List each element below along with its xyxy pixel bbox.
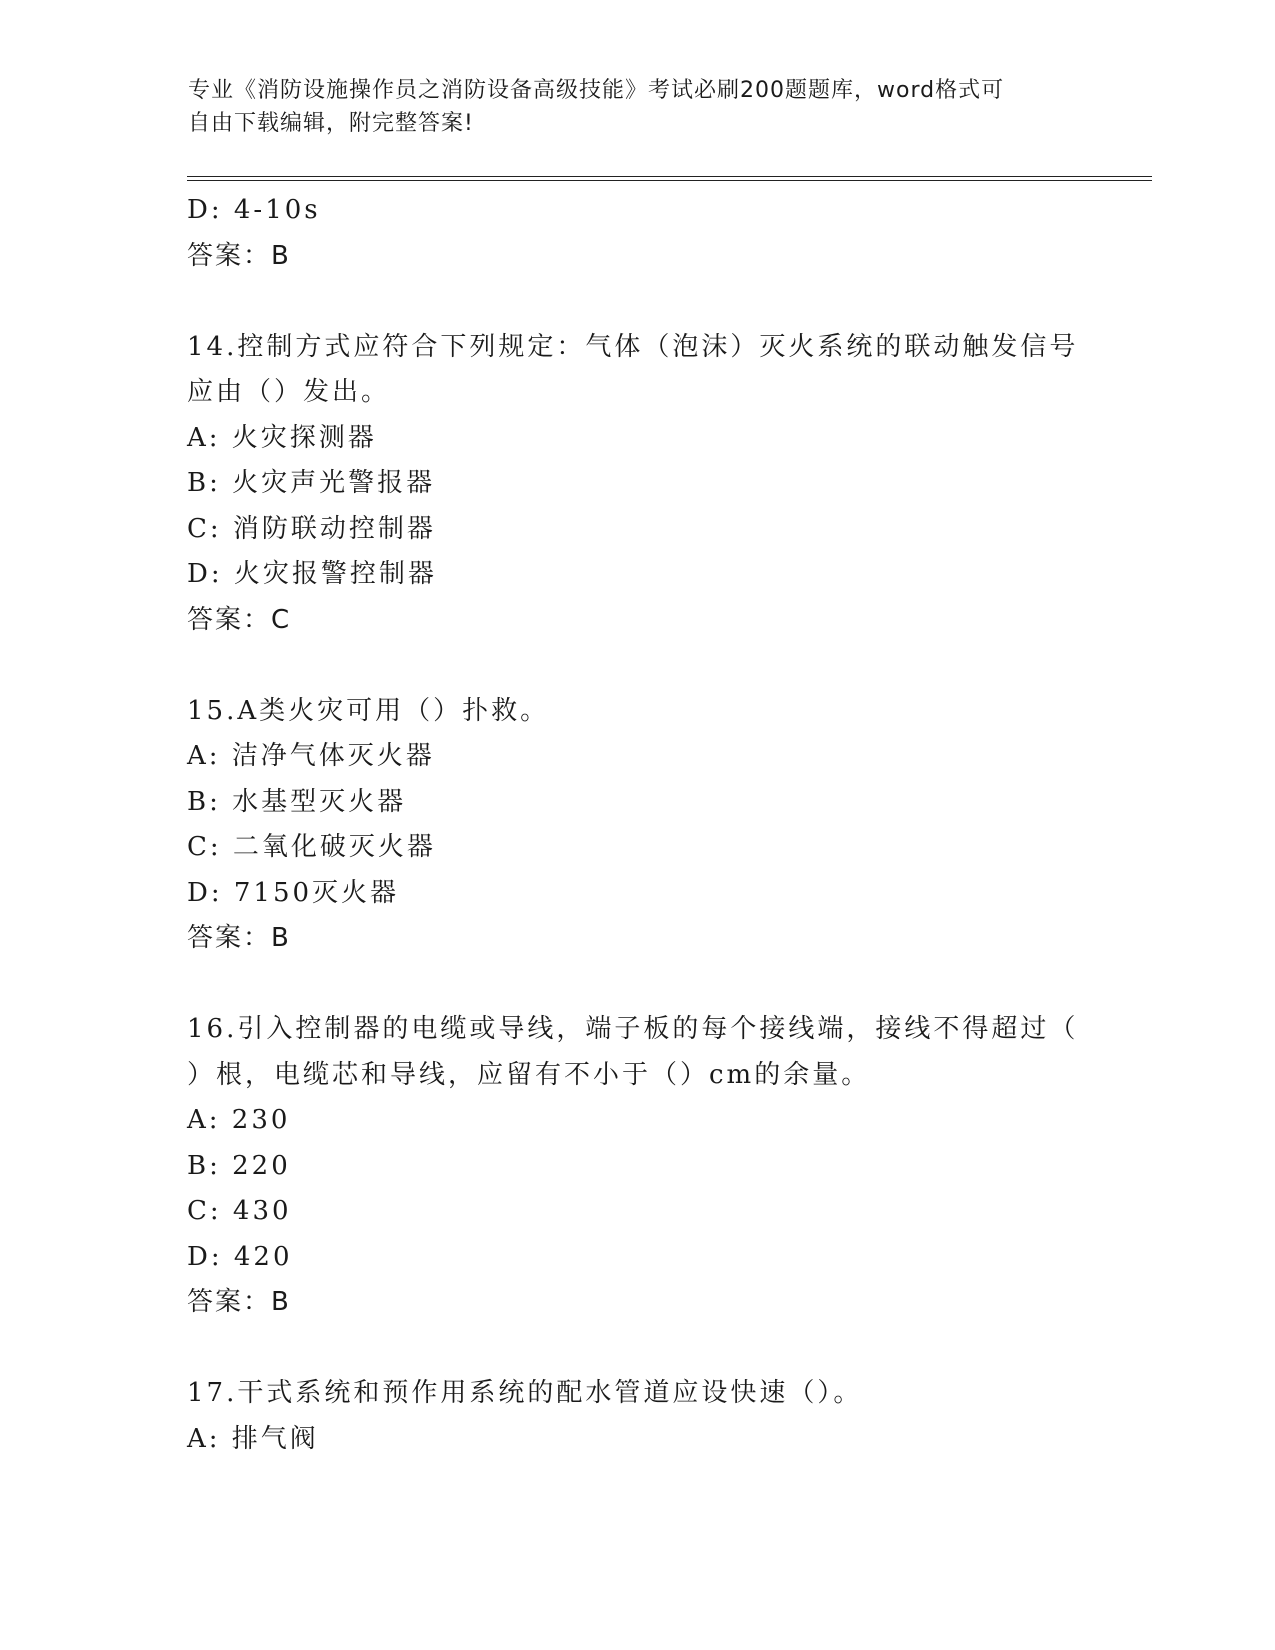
question-list	[187, 188, 1087, 1462]
option-b: B: 220	[187, 1150, 291, 1181]
question-stem: 15.A类火灾可用（）扑救。	[187, 695, 550, 726]
option-d: D: 7150灭火器	[187, 877, 400, 908]
question-stem: 17.干式系统和预作用系统的配水管道应设快速（）。	[187, 1378, 863, 1408]
option-a: A: 排气阀	[187, 1423, 319, 1454]
question-stem-continued: ）根，电缆芯和导线，应留有不小于（）cm的余量。	[187, 1059, 871, 1090]
spacer	[187, 643, 1087, 689]
answer-line: 答案：C	[187, 604, 292, 635]
option-c: C: 二氧化破灭火器	[187, 832, 436, 862]
spacer	[187, 279, 1087, 325]
question-stem-continued: 应由（）发出。	[187, 377, 391, 407]
document-header	[188, 74, 1068, 140]
answer-line: 答案：B	[187, 923, 291, 953]
option-a: A: 洁净气体灭火器	[187, 741, 435, 771]
spacer	[187, 1326, 1087, 1372]
option-c: C: 430	[187, 1196, 292, 1226]
option-a: A: 火灾探测器	[187, 422, 377, 453]
question-stem: 14.控制方式应符合下列规定：气体（泡沫）灭火系统的联动触发信号	[187, 331, 1079, 362]
option-b: B: 火灾声光警报器	[187, 468, 436, 498]
option-d: D: 4-10s	[187, 195, 321, 225]
answer-line: 答案：B	[187, 1287, 291, 1317]
question-stem: 16.引入控制器的电缆或导线，端子板的每个接线端，接线不得超过（	[187, 1014, 1079, 1044]
spacer	[187, 962, 1087, 1008]
answer-line: 答案：B	[187, 240, 291, 271]
header-line-2: 自由下载编辑，附完整答案!	[188, 111, 474, 136]
option-c: C: 消防联动控制器	[187, 513, 436, 544]
header-line-1: 专业《消防设施操作员之消防设备高级技能》考试必刷200题题库，word格式可	[188, 78, 1005, 103]
option-d: D: 火灾报警控制器	[187, 559, 437, 589]
option-b: B: 水基型灭火器	[187, 786, 407, 817]
option-d: D: 420	[187, 1241, 293, 1272]
header-divider	[187, 176, 1152, 181]
option-a: A: 230	[187, 1105, 291, 1135]
